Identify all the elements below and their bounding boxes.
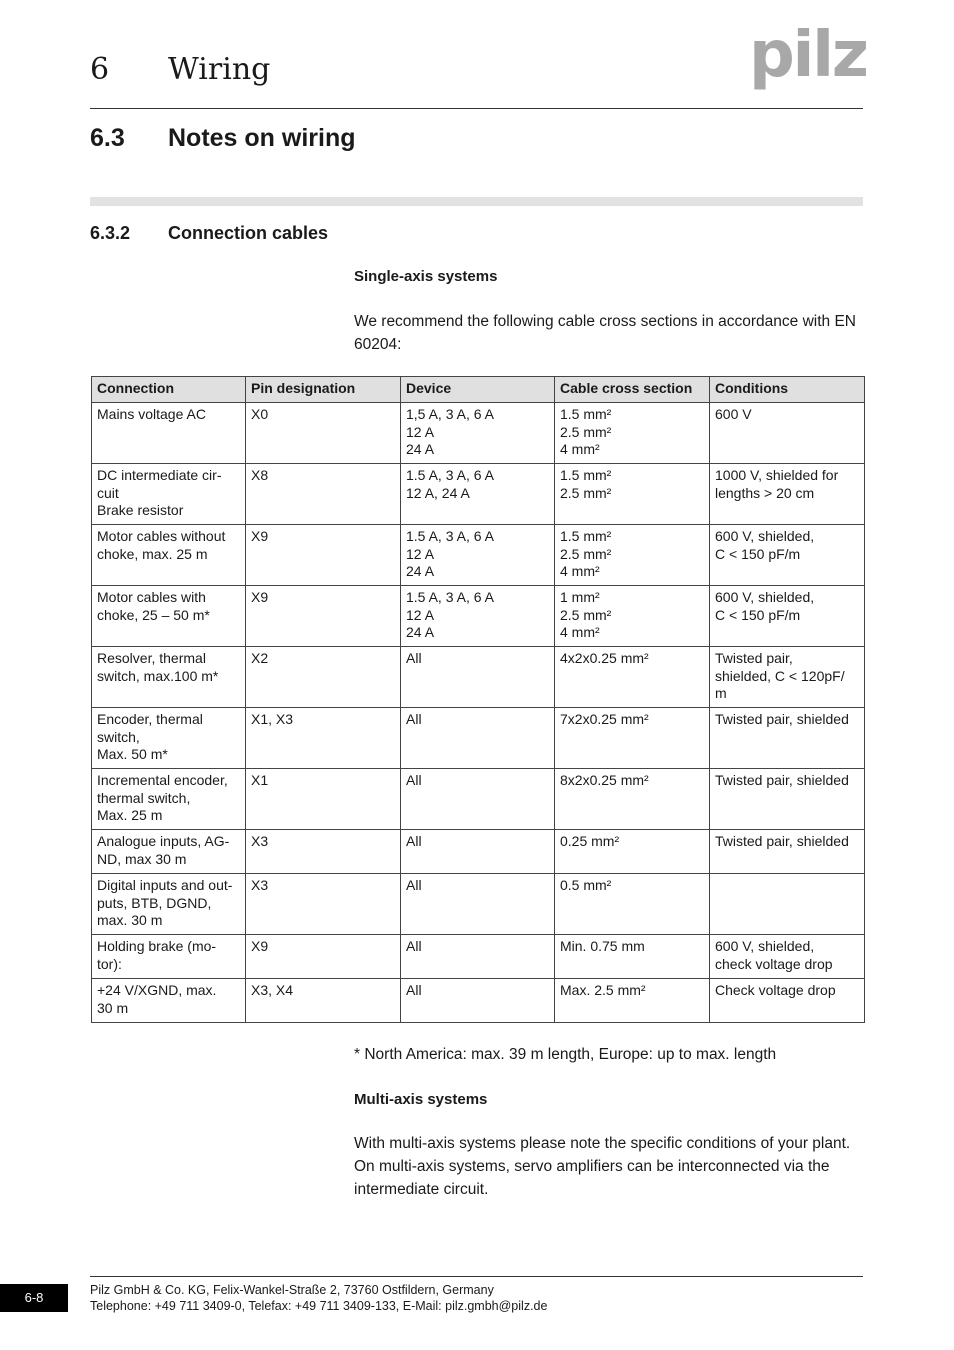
cell-connection (92, 830, 246, 874)
cell-text-line: All (406, 650, 422, 666)
column-header: Pin designation (246, 377, 401, 403)
cell-conditions (710, 586, 865, 647)
section-number: 6.3 (90, 124, 125, 152)
cell-device (401, 935, 555, 979)
cell-text-line: ND, max 30 m (97, 850, 187, 867)
cell-device (401, 769, 555, 830)
cell-text-line: Check voltage drop (715, 982, 836, 998)
cell-text-line: choke, max. 25 m (97, 545, 208, 562)
table-row (92, 403, 865, 464)
cell-cable-cross-section (555, 403, 710, 464)
cell-text-line: X9 (251, 528, 269, 544)
cell-text-line: choke, 25 – 50 m* (97, 606, 210, 623)
cell-device (401, 525, 555, 586)
cell-text-line: X2 (251, 650, 269, 666)
cell-text-line: Max. 50 m* (97, 746, 168, 762)
cell-text-line: Twisted pair, shielded (715, 711, 849, 727)
section-title: Notes on wiring (168, 124, 356, 152)
cell-connection (92, 874, 246, 935)
cell-text-line: 4 mm² (560, 563, 600, 579)
cell-device (401, 403, 555, 464)
cell-text-line: X9 (251, 589, 269, 605)
cell-text-line: Encoder, thermal (97, 711, 203, 727)
column-header: Connection (92, 377, 246, 403)
cell-text-line: 0.5 mm² (560, 877, 612, 893)
column-header: Device (401, 377, 555, 403)
cell-text-line: 4x2x0.25 mm² (560, 650, 649, 666)
cell-text-line: 12 A (406, 423, 435, 440)
cell-text-line: puts, BTB, DGND, (97, 894, 212, 911)
cell-text-line: Twisted pair, (715, 650, 793, 666)
cell-text-line: All (406, 938, 422, 954)
cell-connection (92, 586, 246, 647)
cell-text-line: Resolver, thermal (97, 650, 206, 666)
cell-text-line: 600 V (715, 406, 752, 422)
cell-pin-designation (246, 586, 401, 647)
cell-text-line: All (406, 982, 422, 998)
cell-text-line: All (406, 877, 422, 893)
cell-text-line: 1.5 A, 3 A, 6 A (406, 528, 494, 544)
cell-text-line: 1 mm² (560, 589, 600, 605)
table-body (92, 403, 865, 1023)
cell-text-line: max. 30 m (97, 912, 163, 928)
table-row (92, 830, 865, 874)
header-rule (90, 108, 863, 109)
cell-pin-designation (246, 464, 401, 525)
cell-text-line: shielded, C < 120pF/ (715, 667, 845, 684)
cell-text-line: Motor cables without (97, 528, 226, 544)
cell-text-line: X1, X3 (251, 711, 294, 727)
cell-text-line: 12 A (406, 545, 435, 562)
cell-text-line: 30 m (97, 999, 129, 1016)
cell-text-line: tor): (97, 955, 122, 972)
footer-contact: Telephone: +49 711 3409-0, Telefax: +49 711 3409-133, E-Mail: pilz.gmbh@pilz.de (90, 1299, 548, 1313)
cell-connection (92, 935, 246, 979)
cell-text-line: 1.5 A, 3 A, 6 A (406, 467, 494, 483)
cell-conditions (710, 979, 865, 1023)
multi-axis-text: With multi-axis systems please note the specific conditions of your plant. On multi-axis systems, servo amplifiers can be interconnected via the intermediate circuit. (354, 1135, 851, 1198)
cell-device (401, 647, 555, 708)
table-row (92, 647, 865, 708)
cell-text-line: X3 (251, 833, 269, 849)
footer-rule (90, 1276, 863, 1277)
chapter-title: Wiring (168, 52, 271, 87)
cell-text-line: 4 mm² (560, 624, 600, 640)
cell-cable-cross-section (555, 769, 710, 830)
table-row (92, 708, 865, 769)
table-row (92, 979, 865, 1023)
cell-connection (92, 647, 246, 708)
footnote: * North America: max. 39 m length, Europe: up to max. length (354, 1046, 777, 1063)
chapter-number: 6 (90, 52, 110, 87)
cell-pin-designation (246, 935, 401, 979)
multi-axis-heading: Multi-axis systems (354, 1091, 488, 1108)
cell-text-line: 12 A, 24 A (406, 484, 470, 501)
cell-cable-cross-section (555, 464, 710, 525)
cell-cable-cross-section (555, 874, 710, 935)
cell-conditions (710, 935, 865, 979)
cell-text-line: 2.5 mm² (560, 423, 612, 440)
cell-text-line: X9 (251, 938, 269, 954)
cell-cable-cross-section (555, 935, 710, 979)
cell-text-line: m (715, 685, 727, 701)
cell-cable-cross-section (555, 525, 710, 586)
cell-text-line: 8x2x0.25 mm² (560, 772, 649, 788)
column-header: Conditions (710, 377, 865, 403)
cable-cross-section-table (91, 376, 865, 1023)
cell-text-line: switch, max.100 m* (97, 667, 219, 684)
cell-text-line: Max. 25 m (97, 807, 163, 823)
pilz-logo (748, 28, 866, 96)
cell-text-line: Twisted pair, shielded (715, 833, 849, 849)
column-header: Cable cross section (555, 377, 710, 403)
cell-conditions (710, 769, 865, 830)
cell-text-line: thermal switch, (97, 789, 191, 806)
cell-connection (92, 708, 246, 769)
cell-text-line: 1.5 mm² (560, 528, 612, 544)
cell-conditions (710, 708, 865, 769)
cell-text-line: Brake resistor (97, 502, 184, 518)
cell-text-line: 1000 V, shielded for (715, 467, 839, 483)
cell-conditions (710, 464, 865, 525)
cell-pin-designation (246, 769, 401, 830)
cell-conditions (710, 830, 865, 874)
svg-text:pilz: pilz (749, 28, 865, 92)
table-row (92, 464, 865, 525)
cell-cable-cross-section (555, 647, 710, 708)
subsection-title: Connection cables (168, 223, 329, 243)
cell-text-line: Holding brake (mo- (97, 938, 217, 954)
cell-text-line: Analogue inputs, AG- (97, 833, 230, 849)
cell-connection (92, 464, 246, 525)
cell-text-line: lengths > 20 cm (715, 484, 815, 501)
page-number: 6-8 (0, 1284, 68, 1312)
cell-text-line: switch, (97, 728, 140, 745)
cell-text-line: C < 150 pF/m (715, 606, 801, 623)
cell-text-line: 2.5 mm² (560, 606, 612, 623)
cell-text-line: C < 150 pF/m (715, 545, 801, 562)
cell-text-line: Motor cables with (97, 589, 206, 605)
cell-connection (92, 525, 246, 586)
cell-device (401, 979, 555, 1023)
cell-text-line: 600 V, shielded, (715, 589, 815, 605)
cell-pin-designation (246, 979, 401, 1023)
cell-text-line: X3, X4 (251, 982, 294, 998)
cell-device (401, 464, 555, 525)
table-row (92, 586, 865, 647)
cell-conditions (710, 874, 865, 935)
cell-device (401, 830, 555, 874)
cell-text-line: 12 A (406, 606, 435, 623)
cell-pin-designation (246, 403, 401, 464)
cell-text-line: 1.5 mm² (560, 467, 612, 483)
table-row (92, 935, 865, 979)
cell-connection (92, 979, 246, 1023)
subsection-number: 6.3.2 (90, 223, 131, 243)
cell-text-line: 24 A (406, 624, 435, 640)
table-row (92, 769, 865, 830)
table-header-row (92, 377, 865, 403)
cell-text-line: Mains voltage AC (97, 406, 206, 422)
cell-pin-designation (246, 647, 401, 708)
cell-text-line: X0 (251, 406, 269, 422)
cell-text-line: cuit (97, 484, 119, 501)
cell-pin-designation (246, 525, 401, 586)
cell-text-line: 1,5 A, 3 A, 6 A (406, 406, 494, 422)
table-row (92, 525, 865, 586)
cell-pin-designation (246, 874, 401, 935)
cell-text-line: 600 V, shielded, (715, 528, 815, 544)
cell-text-line: Min. 0.75 mm (560, 938, 645, 954)
cell-device (401, 586, 555, 647)
cell-text-line: 7x2x0.25 mm² (560, 711, 649, 727)
cell-text-line: X1 (251, 772, 269, 788)
cell-conditions (710, 647, 865, 708)
cell-connection (92, 769, 246, 830)
single-axis-heading: Single-axis systems (354, 268, 498, 285)
cell-text-line: All (406, 833, 422, 849)
cell-text-line: 4 mm² (560, 441, 600, 457)
cell-text-line: Incremental encoder, (97, 772, 228, 788)
cell-text-line: X3 (251, 877, 269, 893)
cell-text-line: 600 V, shielded, (715, 938, 815, 954)
footer-address: Pilz GmbH & Co. KG, Felix-Wankel-Straße 2, 73760 Ostfildern, Germany (90, 1283, 494, 1297)
cell-text-line: 1.5 mm² (560, 406, 612, 422)
cell-text-line: Digital inputs and out- (97, 877, 233, 893)
cell-connection (92, 403, 246, 464)
cell-device (401, 874, 555, 935)
cell-text-line: 0.25 mm² (560, 833, 620, 849)
cell-text-line: Max. 2.5 mm² (560, 982, 646, 998)
section-divider-bar (90, 197, 863, 206)
cell-text-line: +24 V/XGND, max. (97, 982, 217, 998)
cell-text-line: All (406, 711, 422, 727)
cell-text-line: 2.5 mm² (560, 484, 612, 501)
cell-pin-designation (246, 708, 401, 769)
cell-text-line: check voltage drop (715, 955, 833, 972)
cell-text-line: 24 A (406, 563, 435, 579)
cell-text-line: 24 A (406, 441, 435, 457)
cell-text-line: 2.5 mm² (560, 545, 612, 562)
single-axis-intro: We recommend the following cable cross sections in accordance with EN 60204: (354, 313, 856, 353)
cell-text-line: X8 (251, 467, 269, 483)
cell-cable-cross-section (555, 979, 710, 1023)
table-row (92, 874, 865, 935)
cell-conditions (710, 403, 865, 464)
cell-text-line: All (406, 772, 422, 788)
cell-cable-cross-section (555, 830, 710, 874)
cell-conditions (710, 525, 865, 586)
cell-text-line: DC intermediate cir- (97, 467, 222, 483)
cell-cable-cross-section (555, 708, 710, 769)
cell-text-line: 1.5 A, 3 A, 6 A (406, 589, 494, 605)
cell-device (401, 708, 555, 769)
cell-cable-cross-section (555, 586, 710, 647)
cell-text-line: Twisted pair, shielded (715, 772, 849, 788)
cell-pin-designation (246, 830, 401, 874)
